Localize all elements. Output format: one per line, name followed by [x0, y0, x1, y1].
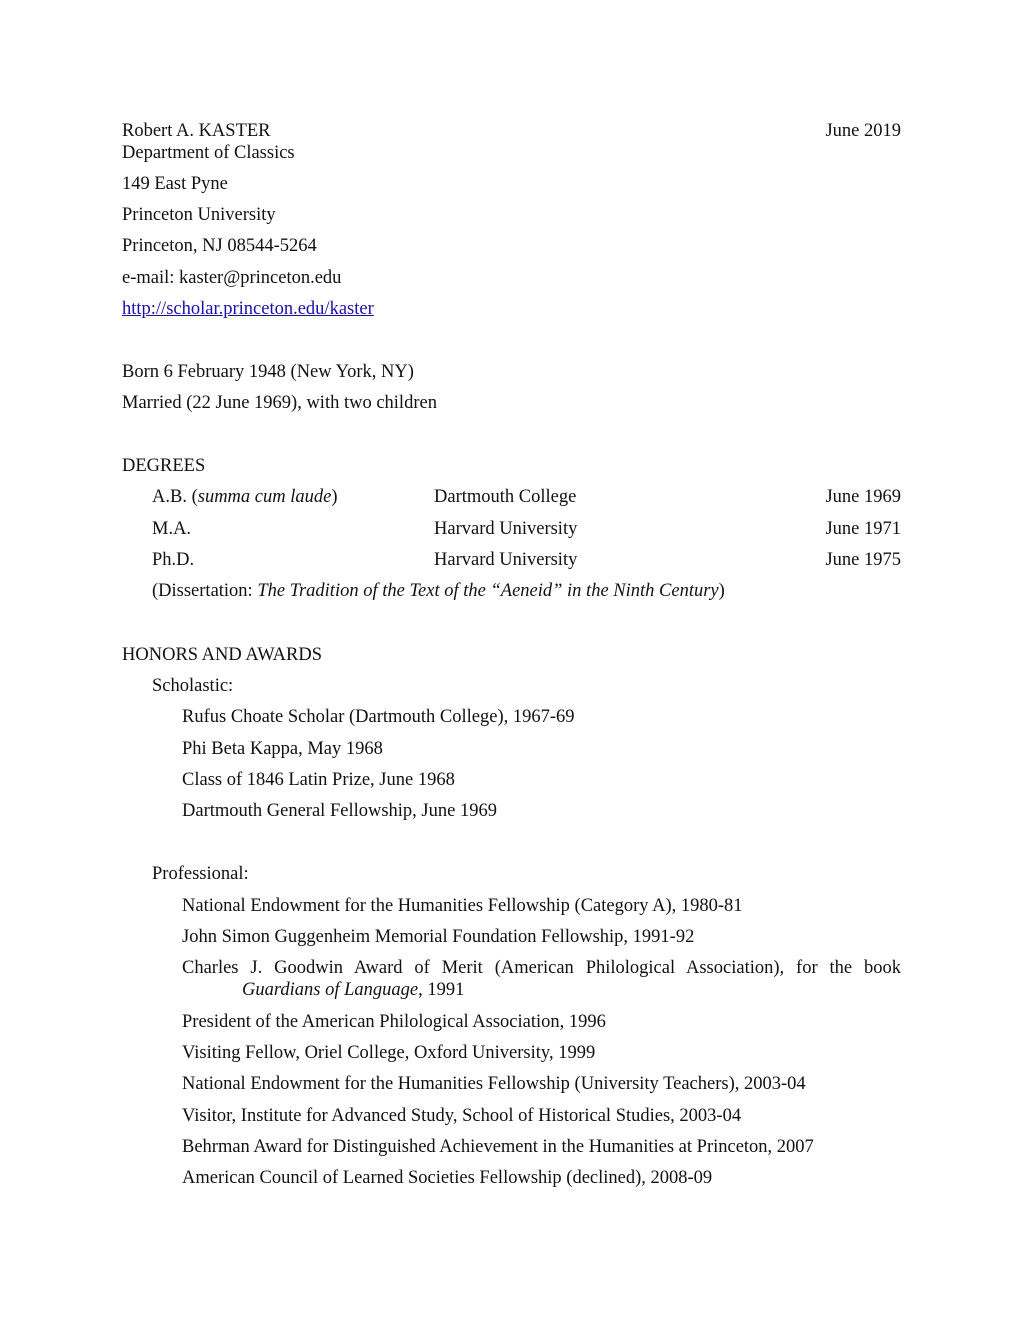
degree-institution: Harvard University: [434, 550, 578, 570]
degree-row: [152, 486, 901, 508]
homepage-link[interactable]: http://scholar.princeton.edu/kaster: [122, 299, 374, 319]
degree-name: Ph.D.: [152, 550, 195, 570]
degree-honor: summa cum laude: [197, 487, 332, 507]
degree-institution: Harvard University: [434, 519, 578, 539]
header-row: [122, 120, 901, 142]
goodwin-award: Charles J. Goodwin Award of Merit (American Philological Association), for the book: [182, 958, 901, 978]
goodwin-book-line: Guardians of Language, 1991: [242, 980, 465, 1000]
professional-label: Professional:: [152, 864, 249, 884]
honors-heading: HONORS AND AWARDS: [122, 645, 322, 665]
married-line: Married (22 June 1969), with two children: [122, 393, 437, 413]
honor-item: Class of 1846 Latin Prize, June 1968: [182, 770, 455, 790]
email-line: e-mail: kaster@princeton.edu: [122, 268, 342, 288]
degree-name: M.A.: [152, 519, 192, 539]
honor-item: Dartmouth General Fellowship, June 1969: [182, 801, 497, 821]
honor-item: National Endowment for the Humanities Fellowship (Category A), 1980-81: [182, 896, 743, 916]
cv-date: June 2019: [825, 121, 901, 141]
born-line: Born 6 February 1948 (New York, NY): [122, 362, 414, 382]
honor-item: Visiting Fellow, Oriel College, Oxford University, 1999: [182, 1043, 596, 1063]
honor-item: President of the American Philological Association, 1996: [182, 1012, 606, 1032]
degree-date: June 1971: [825, 519, 901, 539]
goodwin-book: Guardians of Language: [242, 980, 419, 1000]
honor-item: Behrman Award for Distinguished Achievement in the Humanities at Princeton, 2007: [182, 1137, 814, 1157]
author-name: Robert A. KASTER: [122, 121, 271, 141]
degree-date: June 1969: [825, 487, 901, 507]
degrees-heading: DEGREES: [122, 456, 206, 476]
address-line: Princeton, NJ 08544-5264: [122, 236, 317, 256]
homepage-line: [122, 298, 901, 320]
honor-item: National Endowment for the Humanities Fellowship (University Teachers), 2003-04: [182, 1074, 806, 1094]
address-line: Princeton University: [122, 205, 276, 225]
honor-item: American Council of Learned Societies Fellowship (declined), 2008-09: [182, 1168, 713, 1188]
degree-row: [152, 549, 901, 571]
honor-item: John Simon Guggenheim Memorial Foundation Fellowship, 1991-92: [182, 927, 695, 947]
degree-institution: Dartmouth College: [434, 487, 577, 507]
address-line: Department of Classics: [122, 143, 295, 163]
dissertation-title: The Tradition of the Text of the “Aeneid” in the Ninth Century: [257, 581, 719, 601]
dissertation-line: (Dissertation: The Tradition of the Text of the “Aeneid” in the Ninth Century): [152, 581, 725, 601]
honor-item: Rufus Choate Scholar (Dartmouth College), 1967-69: [182, 707, 575, 727]
scholastic-label: Scholastic:: [152, 676, 234, 696]
degree-date: June 1975: [825, 550, 901, 570]
address-line: 149 East Pyne: [122, 174, 228, 194]
honor-item: Phi Beta Kappa, May 1968: [182, 739, 383, 759]
honor-item: Visitor, Institute for Advanced Study, School of Historical Studies, 2003-04: [182, 1106, 742, 1126]
honor-item-goodwin: [182, 957, 901, 1001]
degree-row: [152, 518, 901, 540]
degree-name: A.B. (summa cum laude): [152, 487, 338, 507]
